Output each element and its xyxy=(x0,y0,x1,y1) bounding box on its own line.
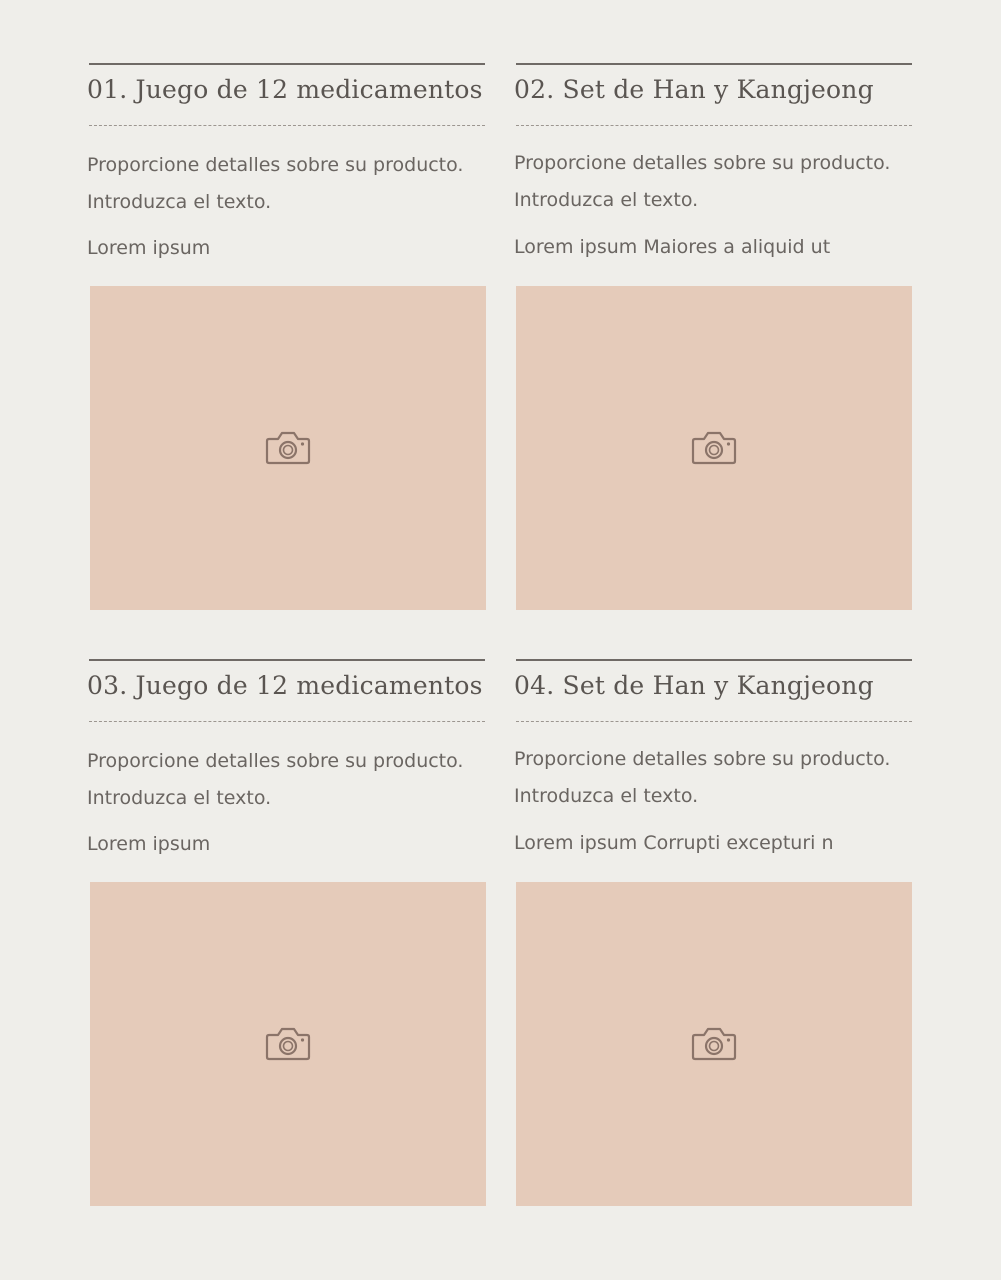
product-card-4 xyxy=(514,659,910,862)
product-description[interactable] xyxy=(87,147,483,221)
dashed-divider xyxy=(516,125,912,126)
product-title[interactable]: 04. Set de Han y Kangjeong xyxy=(514,671,874,700)
dashed-divider xyxy=(516,721,912,722)
description-line: Proporcione detalles sobre su producto. xyxy=(514,748,891,770)
product-description[interactable] xyxy=(514,145,910,219)
product-card-1 xyxy=(87,63,483,267)
image-placeholder[interactable] xyxy=(90,882,486,1206)
image-placeholder[interactable] xyxy=(516,882,912,1206)
product-note[interactable]: Lorem ipsum Maiores a aliquid ut xyxy=(514,236,831,258)
description-line: Introduzca el texto. xyxy=(514,785,699,807)
description-line: Introduzca el texto. xyxy=(514,189,699,211)
product-card-3 xyxy=(87,659,483,863)
image-placeholder[interactable] xyxy=(90,286,486,610)
description-line: Proporcione detalles sobre su producto. xyxy=(87,154,464,176)
description-line: Introduzca el texto. xyxy=(87,191,272,213)
product-note[interactable]: Lorem ipsum xyxy=(87,237,211,259)
camera-icon xyxy=(691,1026,737,1062)
description-line: Proporcione detalles sobre su producto. xyxy=(87,750,464,772)
divider-line xyxy=(516,659,912,661)
image-placeholder[interactable] xyxy=(516,286,912,610)
divider-line xyxy=(516,63,912,65)
description-line: Introduzca el texto. xyxy=(87,787,272,809)
divider-line xyxy=(89,63,485,65)
product-title[interactable]: 03. Juego de 12 medicamentos xyxy=(87,671,483,700)
product-card-2 xyxy=(514,63,910,266)
camera-icon xyxy=(691,430,737,466)
camera-icon xyxy=(265,430,311,466)
dashed-divider xyxy=(89,125,485,126)
camera-icon xyxy=(265,1026,311,1062)
divider-line xyxy=(89,659,485,661)
product-title[interactable]: 02. Set de Han y Kangjeong xyxy=(514,75,874,104)
product-description[interactable] xyxy=(514,741,910,815)
product-title[interactable]: 01. Juego de 12 medicamentos xyxy=(87,75,483,104)
product-description[interactable] xyxy=(87,743,483,817)
dashed-divider xyxy=(89,721,485,722)
description-line: Proporcione detalles sobre su producto. xyxy=(514,152,891,174)
product-note[interactable]: Lorem ipsum Corrupti excepturi n xyxy=(514,832,834,854)
product-note[interactable]: Lorem ipsum xyxy=(87,833,211,855)
